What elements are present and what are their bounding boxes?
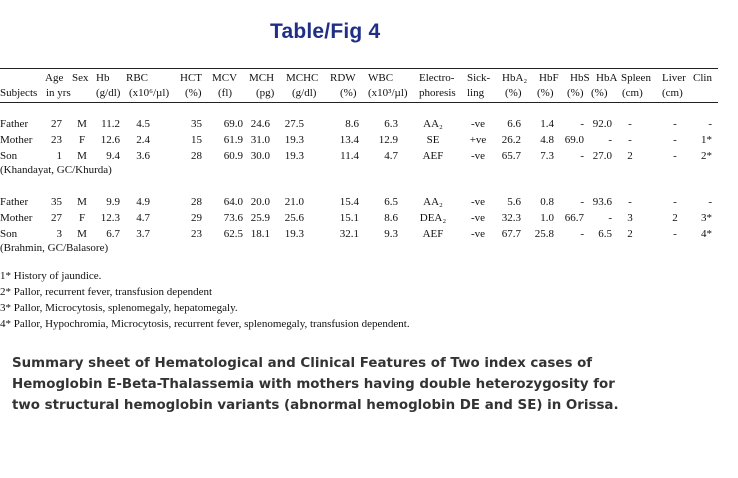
table-cell-rbc: 4.5 [136,118,150,130]
col-header-spleen-unit: (cm) [622,87,643,99]
table-cell-sick: -ve [470,150,486,162]
table-cell-hb: 9.4 [106,150,120,162]
table-cell-hbf: 0.8 [540,196,554,208]
footnote-2: 2* Pallor, recurrent fever, transfusion dependent [0,286,213,298]
table-cell-hb: 12.6 [100,134,120,146]
table-cell-rbc: 2.4 [136,134,150,146]
table-cell-liver: - [673,196,677,208]
table-cell-sick: -ve [470,228,486,240]
table-cell-age: 35 [51,196,62,208]
table-cell-liver: - [673,118,677,130]
table-cell-mchc: 19.3 [284,134,304,146]
table-cell-hbf: 7.3 [540,150,554,162]
table-cell-mchc: 27.5 [284,118,304,130]
table-cell-subject: Mother [0,212,33,224]
table-cell-mcv: 62.5 [223,228,243,240]
table-cell-mchc: 21.0 [284,196,304,208]
table-cell-mch: 24.6 [250,118,270,130]
table-cell-rdw: 15.4 [339,196,359,208]
table-cell-hbs: - [580,196,584,208]
table-cell-hba2: 67.7 [501,228,521,240]
table-cell-age: 27 [51,118,62,130]
col-header-clin: Clin [693,72,712,84]
col-header-spleen: Spleen [621,72,651,84]
table-cell-subject: Son [0,228,18,240]
table-cell-hct: 28 [191,150,202,162]
table-cell-spleen: 2 [627,228,633,240]
table-cell-mchc: 19.3 [284,150,304,162]
col-header-hbf-unit: (%) [537,87,554,99]
col-header-hbs-unit: (%) [567,87,584,99]
col-header-sick: Sick- [467,72,491,84]
col-header-mchc-unit: (g/dl) [292,87,317,99]
table-cell-mchc: 19.3 [284,228,304,240]
col-header-hbs: HbS [570,72,590,84]
table-cell-sex: M [77,228,87,240]
table-cell-hbs: - [580,228,584,240]
table-cell-hbf: 1.4 [540,118,554,130]
table-cell-sex: M [77,196,87,208]
col-header-hba-unit: (%) [591,87,608,99]
table-cell-mch: 25.9 [250,212,270,224]
col-header-electro: Electro- [419,72,455,84]
table-cell-rdw: 15.1 [339,212,359,224]
table-cell-sex: M [77,150,87,162]
table-cell-hct: 23 [191,228,202,240]
table-cell-wbc: 8.6 [384,212,398,224]
table-cell-hbf: 1.0 [540,212,554,224]
table-cell-sick: +ve [469,134,487,146]
col-header-rdw-unit: (%) [340,87,357,99]
table-cell-clin: - [708,196,712,208]
table-cell-rdw: 11.4 [340,150,359,162]
table-cell-electro: AEF [422,150,444,162]
col-header-hb-unit: (g/dl) [96,87,121,99]
col-header-mcv-unit: (fl) [218,87,233,99]
table-cell-electro: AA₂ [423,118,443,130]
table-cell-sick: -ve [470,118,486,130]
table-cell-clin: 2* [701,150,712,162]
table-cell-clin: 4* [701,228,712,240]
col-header-liver-unit: (cm) [662,87,683,99]
table-cell-spleen: 2 [627,150,633,162]
table-cell-liver: - [673,150,677,162]
table-cell-hba2: 26.2 [501,134,521,146]
col-header-age: Age [45,72,64,84]
table-cell-spleen: - [628,118,632,130]
table-cell-electro: AEF [422,228,444,240]
group-caption: (Brahmin, GC/Balasore) [0,242,109,254]
table-cell-rdw: 8.6 [345,118,359,130]
table-cell-wbc: 6.3 [384,118,398,130]
footnote-1: 1* History of jaundice. [0,270,102,282]
figure-caption [12,353,712,416]
col-header-hba: HbA [596,72,618,84]
table-cell-mch: 18.1 [250,228,270,240]
table-cell-liver: - [673,228,677,240]
footnote-4: 4* Pallor, Hypochromia, Microcytosis, recurrent fever, splenomegaly, transfusion dependent. [0,318,410,330]
table-cell-mcv: 69.0 [223,118,243,130]
table-cell-hb: 9.9 [106,196,120,208]
table-cell-clin: - [708,118,712,130]
col-header-mcv: MCV [212,72,238,84]
table-cell-hba2: 32.3 [501,212,521,224]
table-cell-mcv: 64.0 [223,196,243,208]
table-cell-liver: - [673,134,677,146]
table-cell-mch: 20.0 [250,196,270,208]
table-cell-hba2: 6.6 [507,118,521,130]
table-cell-age: 1 [56,150,62,162]
table-cell-subject: Father [0,196,29,208]
table-cell-rdw: 13.4 [339,134,359,146]
table-cell-hbf: 25.8 [534,228,554,240]
col-header-liver: Liver [662,72,686,84]
table-cell-age: 27 [51,212,62,224]
table-cell-hbs: 66.7 [564,212,584,224]
table-cell-mchc: 25.6 [284,212,304,224]
col-header-rdw: RDW [330,72,356,84]
table-cell-sex: F [78,134,86,146]
col-header-subjects: Subjects [0,87,38,99]
table-cell-hct: 29 [191,212,202,224]
table-cell-hb: 12.3 [100,212,120,224]
table-cell-hba: 93.6 [592,196,612,208]
figure-title: Table/Fig 4 [270,20,381,43]
table-cell-electro: AA₂ [423,196,443,208]
caption-line-2: Hemoglobin E-Beta-Thalassemia with mothers having double heterozygosity for [12,377,615,392]
col-header-electro-unit: phoresis [419,87,456,99]
table-cell-hba: 92.0 [592,118,612,130]
group-caption: (Khandayat, GC/Khurda) [0,164,112,176]
table-cell-hba2: 65.7 [501,150,521,162]
table-cell-mcv: 60.9 [223,150,243,162]
col-header-sex: Sex [72,72,89,84]
table-cell-age: 23 [51,134,62,146]
table-cell-liver: 2 [672,212,678,224]
table-header-rule [0,102,718,103]
table-cell-hbs: - [580,118,584,130]
table-cell-subject: Father [0,118,29,130]
table-cell-electro: SE [426,134,440,146]
table-cell-spleen: - [628,196,632,208]
table-cell-electro: DEA₂ [419,212,447,224]
table-cell-sex: F [78,212,86,224]
table-cell-subject: Mother [0,134,33,146]
table-cell-mcv: 61.9 [223,134,243,146]
table-cell-subject: Son [0,150,18,162]
col-header-mch: MCH [249,72,275,84]
table-cell-clin: 1* [701,134,712,146]
table-cell-hbf: 4.8 [540,134,554,146]
col-header-hct: HCT [180,72,202,84]
col-header-hba2-unit: (%) [505,87,522,99]
table-cell-sick: -ve [470,196,486,208]
caption-line-1: Summary sheet of Hematological and Clinical Features of Two index cases of [12,356,593,371]
table-cell-mch: 30.0 [250,150,270,162]
table-cell-mch: 31.0 [250,134,270,146]
table-cell-hct: 28 [191,196,202,208]
col-header-rbc: RBC [126,72,149,84]
table-cell-sick: -ve [470,212,486,224]
table-cell-hba: 6.5 [598,228,612,240]
col-header-hb: Hb [96,72,110,84]
table-top-rule [0,68,718,69]
table-cell-wbc: 12.9 [378,134,398,146]
table-cell-rbc: 3.7 [136,228,150,240]
table-cell-clin: 3* [701,212,712,224]
table-cell-wbc: 4.7 [384,150,398,162]
table-cell-rbc: 4.9 [136,196,150,208]
table-cell-spleen: 3 [627,212,633,224]
col-header-hbf: HbF [539,72,559,84]
col-header-wbc: WBC [368,72,394,84]
table-cell-sex: M [77,118,87,130]
table-cell-spleen: - [628,134,632,146]
caption-line-3: two structural hemoglobin variants (abnormal hemoglobin DE and SE) in Orissa. [12,398,619,413]
table-cell-mcv: 73.6 [223,212,243,224]
col-header-sick-unit: ling [467,87,485,99]
table-cell-age: 3 [56,228,62,240]
col-header-hba2: HbA₂ [502,72,528,84]
col-header-mchc: MCHC [286,72,319,84]
table-cell-hba: 27.0 [592,150,612,162]
col-header-age-unit: in yrs [46,87,71,99]
table-cell-wbc: 6.5 [384,196,398,208]
col-header-wbc-unit: (x10³/µl) [368,87,408,99]
table-cell-hbs: - [580,150,584,162]
table-cell-hba: - [608,212,612,224]
table-cell-hct: 35 [191,118,202,130]
table-cell-hba: - [608,134,612,146]
table-cell-hb: 6.7 [106,228,120,240]
table-cell-rbc: 4.7 [136,212,150,224]
table-cell-hb: 11.2 [101,118,120,130]
table-cell-wbc: 9.3 [384,228,398,240]
col-header-rbc-unit: (x10⁶/µl) [129,87,170,99]
col-header-hct-unit: (%) [185,87,202,99]
col-header-mch-unit: (pg) [256,87,275,99]
table-cell-hct: 15 [191,134,202,146]
table-cell-rbc: 3.6 [136,150,150,162]
table-cell-hbs: 69.0 [564,134,584,146]
footnote-3: 3* Pallor, Microcytosis, splenomegaly, hepatomegaly. [0,302,238,314]
table-cell-hba2: 5.6 [507,196,521,208]
table-cell-rdw: 32.1 [339,228,359,240]
